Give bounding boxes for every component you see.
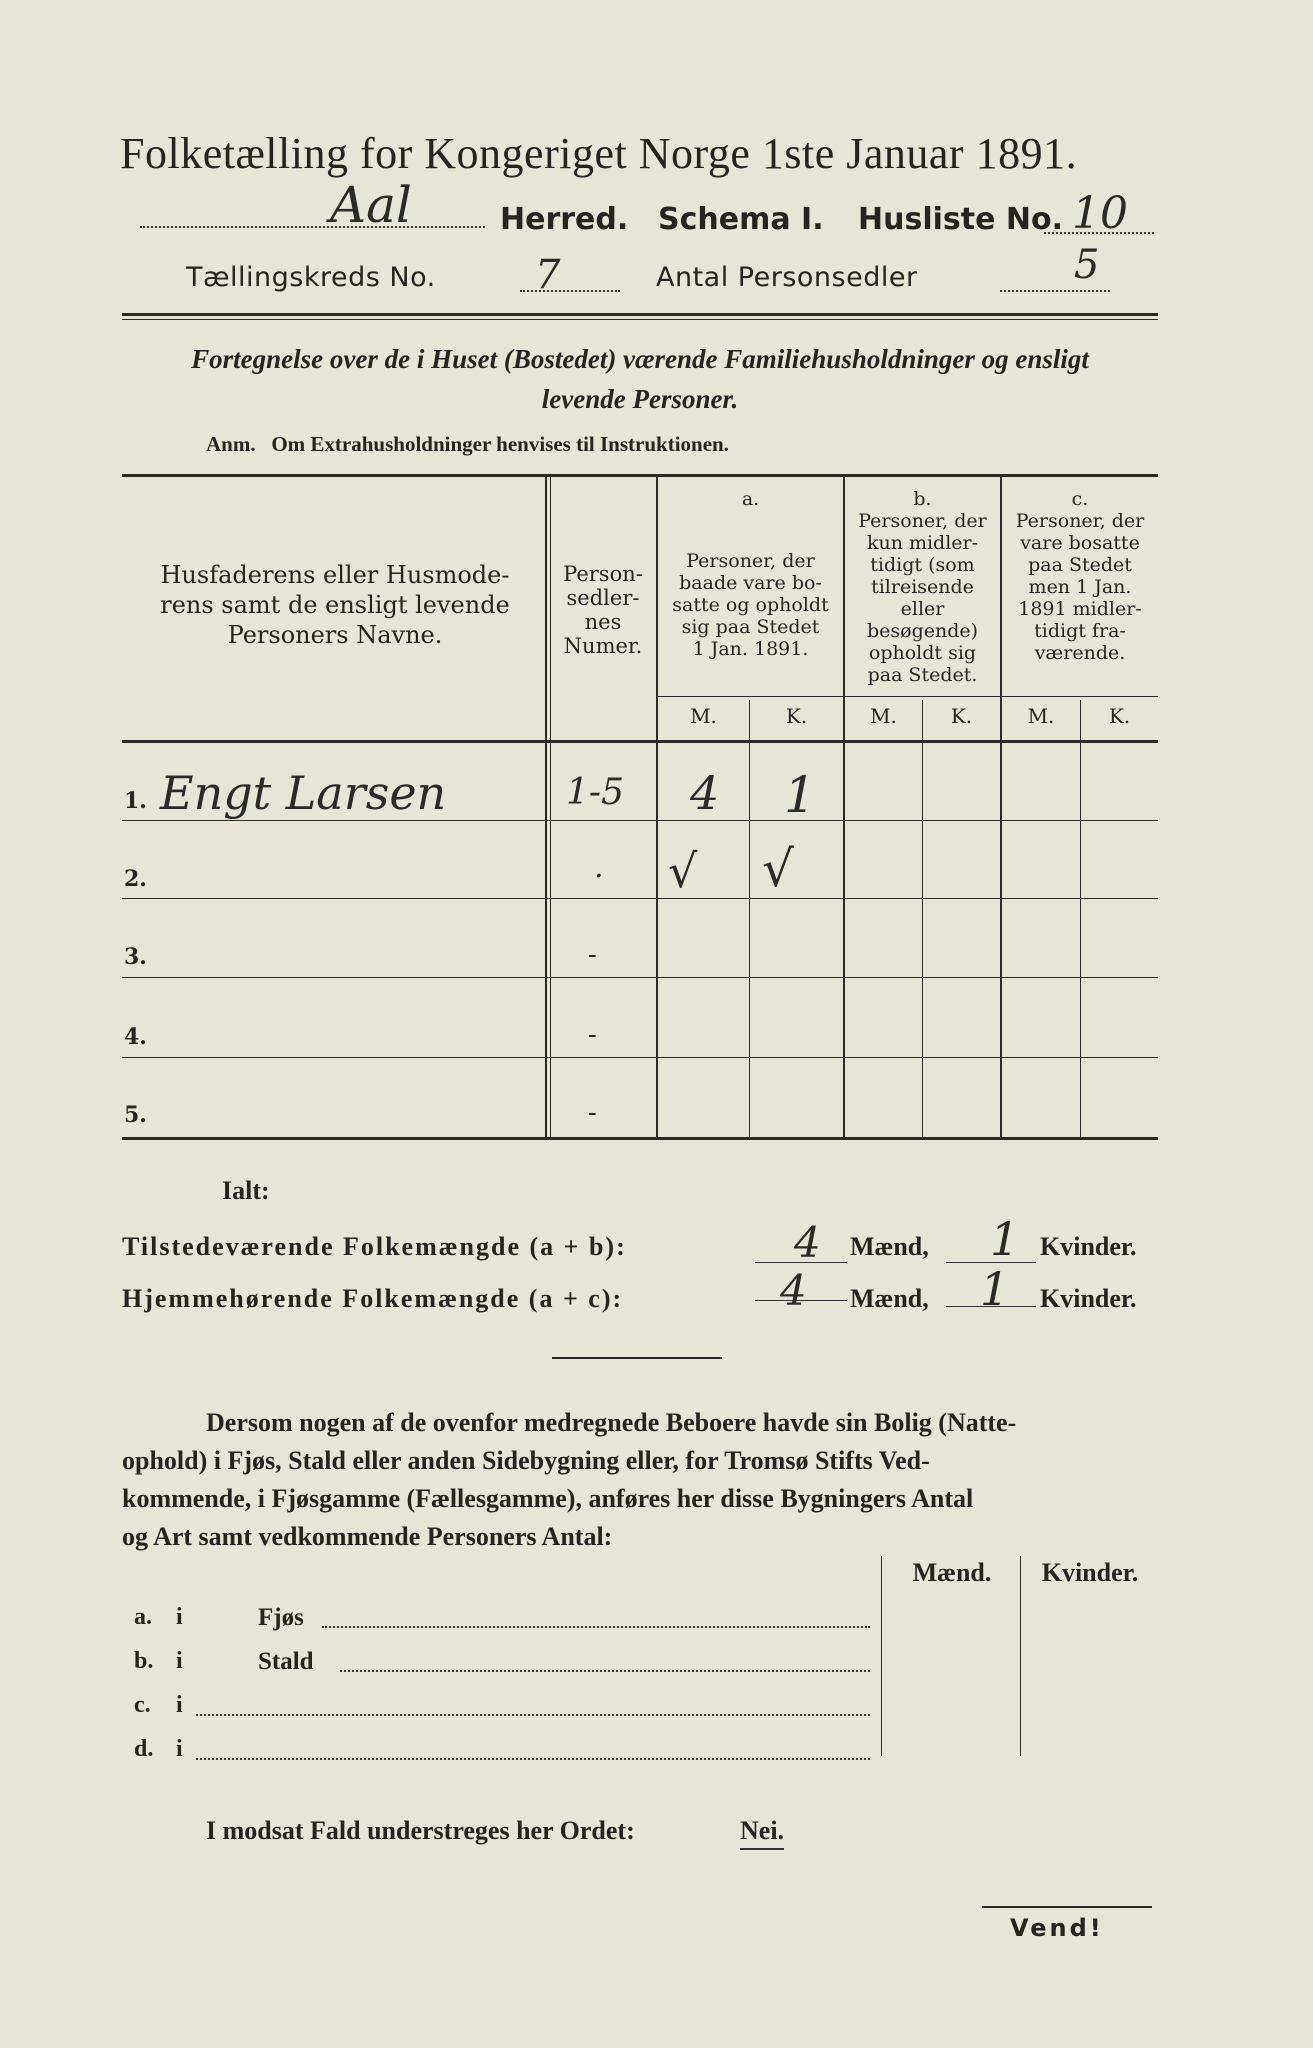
row-a-k: 1 bbox=[784, 766, 816, 824]
buildings-col-line-2 bbox=[1020, 1556, 1021, 1756]
col-header-name-line: Personers Navne. bbox=[227, 621, 443, 649]
building-row-i: i bbox=[176, 1692, 183, 1718]
col-header-name-line: Husfaderens eller Husmode- bbox=[160, 561, 510, 589]
row-number: 2. bbox=[124, 866, 147, 892]
herred-value: Aal bbox=[330, 176, 412, 234]
row-rule-3 bbox=[122, 977, 1158, 978]
building-row-label: Stald bbox=[258, 1648, 314, 1675]
col-header-b bbox=[845, 488, 1000, 686]
row-number: 5. bbox=[124, 1102, 147, 1128]
col-line-1 bbox=[545, 477, 547, 1137]
hjemme-kvinder-label: Kvinder. bbox=[1040, 1284, 1137, 1313]
schema-label: Schema I. bbox=[658, 202, 824, 237]
buildings-para-line: og Art samt vedkommende Personers Antal: bbox=[122, 1522, 613, 1551]
row-a-m: √ bbox=[668, 844, 698, 898]
antal-dotline bbox=[1000, 290, 1110, 292]
col-header-a-line: baade vare bo- bbox=[679, 572, 822, 594]
col-header-c bbox=[1002, 488, 1158, 664]
antal-value: 5 bbox=[1074, 242, 1100, 288]
table-top-rule bbox=[122, 474, 1158, 477]
tilstede-label: Tilstedeværende Folkemængde (a + b): bbox=[122, 1232, 627, 1261]
tilstede-maend-value: 4 bbox=[794, 1218, 821, 1267]
section-divider bbox=[552, 1357, 722, 1359]
col-header-a-letter: a. bbox=[741, 488, 760, 510]
building-row-dotline bbox=[322, 1626, 870, 1628]
building-row-dotline bbox=[196, 1714, 870, 1716]
col-line-a-mk bbox=[749, 700, 750, 1137]
col-header-b-line: besøgende) bbox=[866, 620, 979, 642]
row-number: 1. bbox=[124, 788, 147, 814]
col-a-k-label: K. bbox=[785, 704, 808, 728]
kreds-value: 7 bbox=[535, 252, 561, 298]
mk-subheader-rule bbox=[658, 696, 1158, 697]
col-c-m-label: M. bbox=[1027, 704, 1055, 728]
col-header-a-line: sig paa Stedet bbox=[681, 616, 820, 638]
intro-line-1: Fortegnelse over de i Huset (Bostedet) værende Familiehusholdninger og ensligt bbox=[191, 344, 1089, 374]
tilstede-maend-label: Mænd, bbox=[850, 1232, 929, 1261]
building-row-i: i bbox=[176, 1736, 183, 1762]
hjemme-maend-value: 4 bbox=[780, 1266, 807, 1315]
form-title: Folketælling for Kongeriget Norge 1ste Januar 1891. bbox=[120, 129, 1078, 178]
col-line-b-mk bbox=[922, 700, 923, 1137]
row-person-number: - bbox=[588, 940, 597, 970]
nei-word: Nei. bbox=[740, 1816, 784, 1850]
herred-label: Herred. bbox=[500, 202, 629, 237]
ialt-label: Ialt: bbox=[222, 1176, 270, 1205]
col-header-a bbox=[658, 488, 843, 660]
row-rule-2 bbox=[122, 898, 1158, 899]
col-b-m-label: M. bbox=[870, 704, 897, 728]
col-header-a-line: satte og opholdt bbox=[672, 594, 829, 616]
building-row-i: i bbox=[176, 1648, 183, 1674]
husliste-value: 10 bbox=[1072, 188, 1128, 239]
col-header-c-line: men 1 Jan. bbox=[1028, 576, 1132, 598]
col-header-a-line: Personer, der bbox=[686, 550, 815, 572]
col-header-c-line: 1891 midler- bbox=[1018, 598, 1142, 620]
col-header-c-line: tidigt fra- bbox=[1034, 620, 1126, 642]
buildings-para-line: Dersom nogen af de ovenfor medregnede Beboere havde sin Bolig (Natte- bbox=[206, 1408, 1017, 1437]
col-header-num-line: Person- bbox=[563, 562, 643, 586]
building-row-i: i bbox=[176, 1604, 183, 1630]
hjemme-kvinder-value: 1 bbox=[980, 1262, 1010, 1316]
col-header-b-line: tilreisende bbox=[871, 576, 974, 598]
col-header-c-line: værende. bbox=[1034, 642, 1126, 664]
row-number: 4. bbox=[124, 1024, 147, 1050]
col-header-c-line: vare bosatte bbox=[1020, 532, 1140, 554]
buildings-kvinder-header: Kvinder. bbox=[1041, 1558, 1139, 1587]
buildings-col-line-1 bbox=[881, 1556, 882, 1756]
col-header-b-letter: b. bbox=[913, 488, 932, 510]
col-header-num-line: nes bbox=[584, 610, 622, 634]
buildings-para-line: ophold) i Fjøs, Stald eller anden Sidebygning eller, for Tromsø Stifts Ved- bbox=[122, 1446, 930, 1475]
header-rule-thin bbox=[122, 319, 1158, 320]
table-bottom-rule bbox=[122, 1137, 1158, 1140]
buildings-para-line: kommende, i Fjøsgamme (Fællesgamme), anføres her disse Bygningers Antal bbox=[122, 1484, 974, 1513]
buildings-maend-header: Mænd. bbox=[912, 1558, 992, 1587]
row-a-k: √ bbox=[762, 840, 794, 898]
col-header-name-line: rens samt de ensligt levende bbox=[160, 591, 510, 619]
row-person-number: - bbox=[588, 1098, 597, 1128]
building-row-letter: d. bbox=[134, 1736, 154, 1762]
tilstede-kvinder-label: Kvinder. bbox=[1040, 1232, 1137, 1261]
row-a-m: 4 bbox=[690, 766, 720, 820]
herred-dotline bbox=[140, 226, 485, 228]
col-header-b-line: eller bbox=[900, 598, 945, 620]
col-header-b-line: tidigt (som bbox=[870, 554, 975, 576]
col-header-c-line: Personer, der bbox=[1015, 510, 1145, 532]
col-header-b-line: Personer, der bbox=[858, 510, 987, 532]
building-row-letter: a. bbox=[134, 1604, 152, 1630]
building-row-letter: b. bbox=[134, 1648, 154, 1674]
tilstede-kvinder-value: 1 bbox=[990, 1212, 1020, 1266]
row-person-number: 1-5 bbox=[566, 772, 624, 813]
building-row-dotline bbox=[196, 1758, 870, 1760]
table-header-rule bbox=[122, 740, 1158, 743]
vend-label: Vend! bbox=[1010, 1914, 1104, 1942]
col-header-b-line: kun midler- bbox=[866, 532, 979, 554]
col-header-c-letter: c. bbox=[1071, 488, 1089, 510]
husliste-label: Husliste No. bbox=[858, 202, 1063, 237]
row-name: Engt Larsen bbox=[160, 766, 447, 820]
antal-label: Antal Personsedler bbox=[656, 262, 918, 293]
col-c-k-label: K. bbox=[1108, 704, 1131, 728]
header-rule bbox=[122, 313, 1158, 316]
col-header-c-line: paa Stedet bbox=[1028, 554, 1132, 576]
row-rule-1 bbox=[122, 820, 1158, 821]
col-line-c-mk bbox=[1080, 700, 1081, 1137]
row-rule-4 bbox=[122, 1057, 1158, 1058]
col-header-num-line: Numer. bbox=[563, 634, 643, 658]
col-header-num-line: sedler- bbox=[566, 586, 640, 610]
intro-line-2: levende Personer. bbox=[541, 384, 739, 414]
buildings-paragraph bbox=[122, 1404, 1158, 1556]
husliste-dotline bbox=[1044, 232, 1154, 234]
col-header-b-line: opholdt sig bbox=[868, 642, 977, 664]
row-person-number: - bbox=[588, 1020, 597, 1050]
row-number: 3. bbox=[124, 944, 147, 970]
vend-rule bbox=[982, 1906, 1152, 1908]
building-row-dotline bbox=[340, 1670, 870, 1672]
anm-note: Anm. Om Extrahusholdninger henvises til Instruktionen. bbox=[206, 432, 729, 456]
col-header-num bbox=[550, 562, 656, 658]
col-header-name bbox=[130, 560, 540, 650]
col-b-k-label: K. bbox=[950, 704, 973, 728]
col-header-a-line: 1 Jan. 1891. bbox=[692, 638, 809, 660]
hjemme-label: Hjemmehørende Folkemængde (a + c): bbox=[122, 1284, 624, 1313]
building-row-letter: c. bbox=[134, 1692, 151, 1718]
kreds-label: Tællingskreds No. bbox=[186, 262, 436, 293]
col-header-b-line: paa Stedet. bbox=[867, 664, 978, 686]
col-a-m-label: M. bbox=[690, 704, 717, 728]
hjemme-maend-label: Mænd, bbox=[850, 1284, 929, 1313]
modsat-text: I modsat Fald understreges her Ordet: bbox=[206, 1816, 635, 1845]
building-row-label: Fjøs bbox=[258, 1604, 304, 1631]
row-person-number: . bbox=[594, 850, 604, 885]
